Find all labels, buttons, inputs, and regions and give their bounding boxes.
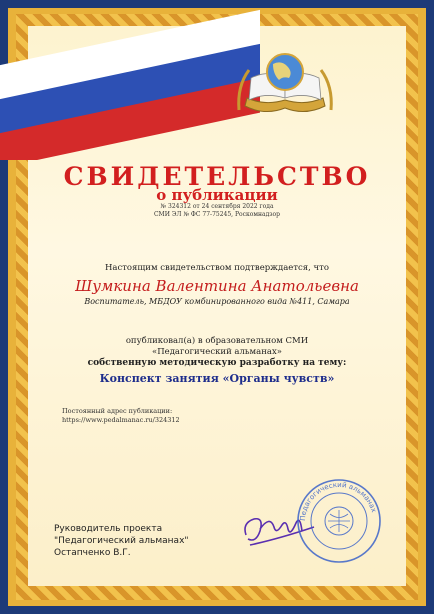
certificate-number: № 324312 от 24 сентября 2022 года: [160, 203, 274, 210]
person-position: Воспитатель, МБДОУ комбинированного вида №411, Самара: [84, 297, 350, 306]
confirm-text: Настоящим свидетельством подтверждается, что: [104, 263, 329, 273]
certificate-registration: СМИ ЭЛ № ФС 77-75245, Роскомнадзор: [153, 211, 281, 218]
smi-name: «Педагогический альманах»: [152, 347, 282, 357]
certificate-subtitle: о публикации: [156, 186, 278, 204]
work-title: Конспект занятия «Органы чувств»: [99, 372, 335, 385]
stamp-text: Педагогический альманах: [298, 480, 378, 522]
development-text: собственную методическую разработку на тему:: [87, 358, 347, 368]
russian-flag: [0, 0, 260, 160]
address-url[interactable]: https://www.pedalmanac.ru/324312: [62, 416, 180, 424]
signatory-name: Остапченко В.Г.: [54, 548, 131, 558]
globe-book-emblem: [235, 46, 335, 126]
signatory-role: Руководитель проекта: [54, 524, 163, 534]
person-name: Шумкина Валентина Анатольевна: [75, 277, 359, 295]
official-stamp: [296, 478, 382, 564]
certificate-title: СВИДЕТЕЛЬСТВО: [63, 162, 371, 191]
address-label: Постоянный адрес публикации:: [62, 407, 173, 415]
published-text: опубликовал(а) в образовательном СМИ: [125, 336, 309, 346]
signatory-project: "Педагогический альманах": [54, 536, 189, 546]
